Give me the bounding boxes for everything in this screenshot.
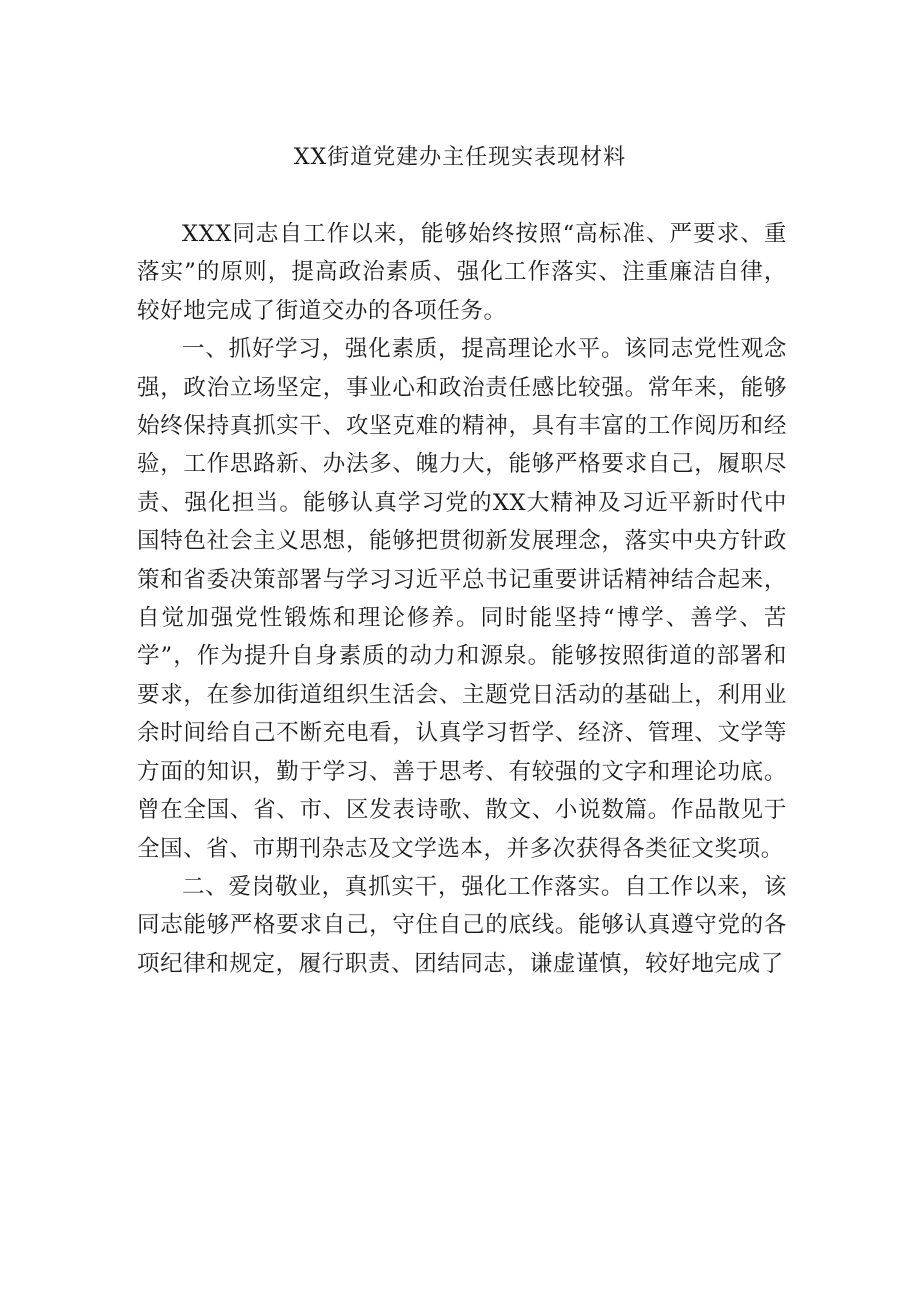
section-one-paragraph: 一、抓好学习，强化素质，提高理论水平。该同志党性观念强，政治立场坚定，事业心和政治责任感比较强。常年来，能够始终保持真抓实干、攻坚克难的精神，具有丰富的工作阅历和经验，工作思路新、办法多、魄力大，能够严格要求自己，履职尽责、强化担当。能够认真学习党的XX大精神及习近平新时代中国特色社会主义思想，能够把贯彻新发展理念，落实中央方针政策和省委决策部署与学习习近平总书记重要讲话精神结合起来，自觉加强党性锻炼和理论修养。同时能坚持“博学、善学、苦学”，作为提升自身素质的动力和源泉。能够按照街道的部署和要求，在参加街道组织生活会、主题党日活动的基础上，利用业余时间给自己不断充电看，认真学习哲学、经济、管理、文学等方面的知识，勤于学习、善于思考、有较强的文字和理论功底。曾在全国、省、市、区发表诗歌、散文、小说数篇。作品散见于全国、省、市期刊杂志及文学选本，并多次获得各类征文奖项。 (137, 336, 787, 862)
section-two-paragraph: 二、爱岗敬业，真抓实干，强化工作落实。自工作以来，该同志能够严格要求自己，守住自己的底线。能够认真遵守党的各项纪律和规定，履行职责、团结同志，谦虚谨慎，较好地完成了 (137, 873, 787, 977)
document-body (137, 215, 787, 983)
intro-paragraph: XXX同志自工作以来，能够始终按照“高标准、严要求、重落实”的原则，提高政治素质、强化工作落实、注重廉洁自律，较好地完成了街道交办的各项任务。 (137, 221, 787, 324)
document-title: XX街道党建办主任现实表现材料 (293, 145, 627, 170)
